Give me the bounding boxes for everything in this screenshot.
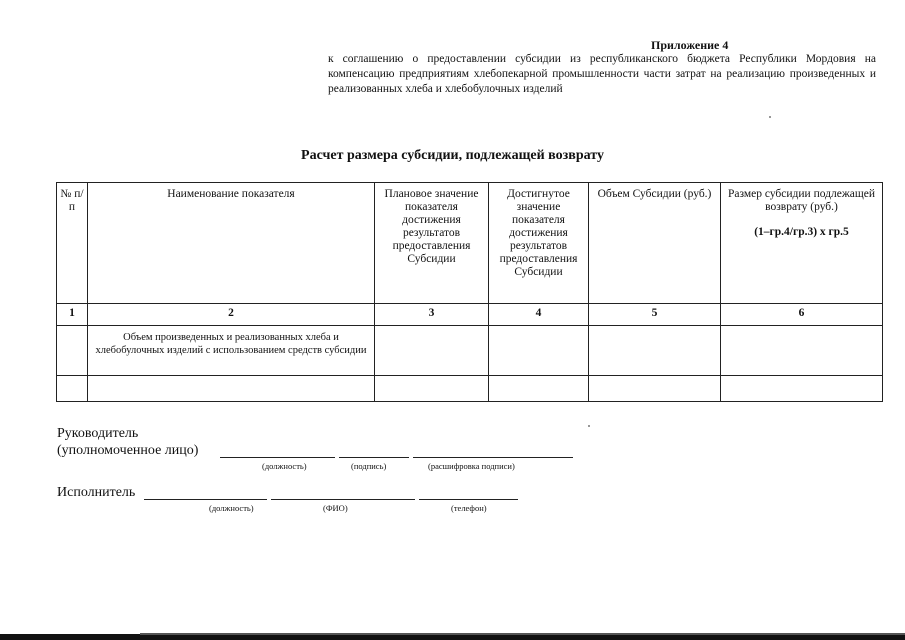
appendix-text: к соглашению о предоставлении субсидии из республиканского бюджета Республики Мордовия на компенсацию предприятиям хлебопекарной промышленности части затрат на реализацию произведенных и реализованных хлеба и хлебобулочных изделий xyxy=(328,53,876,95)
header-refund xyxy=(721,183,883,304)
table-header-row xyxy=(57,183,883,304)
column-number: 2 xyxy=(88,304,375,326)
signature-line xyxy=(339,457,409,458)
column-number: 5 xyxy=(589,304,721,326)
empty-cell xyxy=(721,376,883,402)
head-label: Руководитель xyxy=(57,426,139,441)
column-number: 3 xyxy=(375,304,489,326)
header-refund-label: Размер субсидии подлежащей возврату (руб.) xyxy=(727,188,875,213)
appendix-title: Приложение 4 xyxy=(651,38,729,52)
row-indicator-cell: Объем произведенных и реализованных хлеба и хлебобулочных изделий с использованием средств субсидии xyxy=(88,326,375,376)
achieved-value-cell xyxy=(489,326,589,376)
table-row xyxy=(57,376,883,402)
column-number: 6 xyxy=(721,304,883,326)
executor-phone-caption: (телефон) xyxy=(451,503,487,513)
scan-edge xyxy=(0,634,905,640)
subsidy-table xyxy=(56,182,883,402)
header-achieved: Достигнутое значение показателя достижения результатов предоставления Субсидии xyxy=(489,183,589,304)
executor-name-line xyxy=(271,499,415,500)
executor-position-line xyxy=(144,499,267,500)
document-title: Расчет размера субсидии, подлежащей возврату xyxy=(301,148,604,163)
header-number: № п/п xyxy=(57,183,88,304)
header-refund-formula: (1–гр.4/гр.3) х гр.5 xyxy=(754,226,849,238)
table-row xyxy=(57,326,883,376)
row-number-cell xyxy=(57,326,88,376)
signature-caption: (подпись) xyxy=(351,461,387,471)
refund-cell xyxy=(721,326,883,376)
executor-phone-line xyxy=(419,499,518,500)
header-planned: Плановое значение показателя достижения результатов предоставления Субсидии xyxy=(375,183,489,304)
signature-decoding-caption: (расшифровка подписи) xyxy=(428,461,515,471)
empty-cell xyxy=(88,376,375,402)
executor-name-caption: (ФИО) xyxy=(323,503,348,513)
empty-cell xyxy=(57,376,88,402)
head-sublabel: (уполномоченное лицо) xyxy=(57,443,199,458)
empty-cell xyxy=(489,376,589,402)
scan-speck xyxy=(769,116,771,118)
executor-position-caption: (должность) xyxy=(209,503,254,513)
planned-value-cell xyxy=(375,326,489,376)
signature-decoding-line xyxy=(413,457,573,458)
executor-label: Исполнитель xyxy=(57,485,136,500)
header-volume: Объем Субсидии (руб.) xyxy=(589,183,721,304)
column-number: 4 xyxy=(489,304,589,326)
column-number-row xyxy=(57,304,883,326)
header-indicator: Наименование показателя xyxy=(88,183,375,304)
scan-speck xyxy=(588,425,590,427)
volume-cell xyxy=(589,326,721,376)
empty-cell xyxy=(589,376,721,402)
column-number: 1 xyxy=(57,304,88,326)
position-caption: (должность) xyxy=(262,461,307,471)
empty-cell xyxy=(375,376,489,402)
position-line xyxy=(220,457,335,458)
